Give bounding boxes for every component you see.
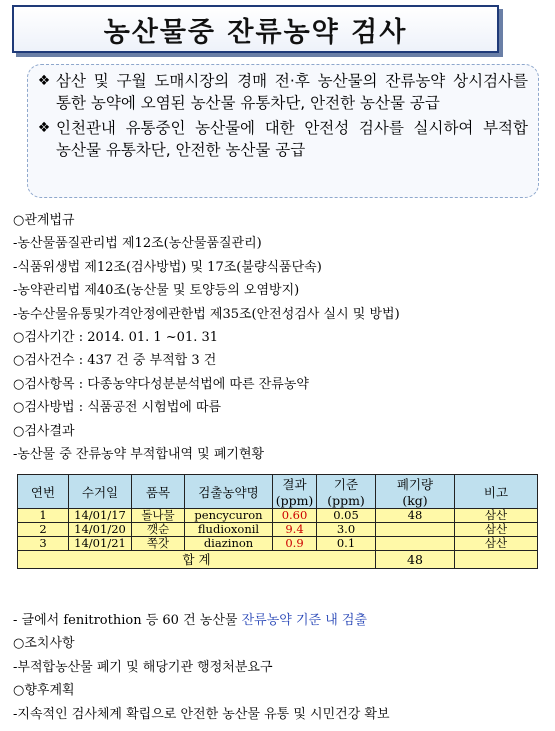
inspection-count: ○검사건수 : 437 건 중 부적합 3 건 (13, 353, 217, 369)
cell-disposal (376, 537, 455, 551)
table-total-row (18, 551, 538, 569)
page-title: 농산물중 잔류농약 검사 (12, 5, 499, 53)
inspection-method: ○검사방법 : 식품공전 시험법에 따름 (13, 400, 222, 416)
compliant-summary-highlight: 잔류농약 기준 내 검출 (241, 613, 368, 628)
law-item: -농수산물유통및가격안정에관한법 제35조(안전성검사 실시 및 방법) (13, 306, 400, 322)
col-result: 결과 (ppm) (273, 475, 317, 509)
cell-result: 0.60 (273, 509, 317, 523)
compliant-summary (13, 609, 543, 632)
col-item: 품목 (132, 475, 185, 509)
cell-result: 9.4 (273, 523, 317, 537)
table-header-row (18, 475, 538, 509)
compliant-summary-prefix: - 글에서 fenitrothion 등 60 건 농산물 (13, 613, 242, 628)
cell-item: 돌나물 (132, 509, 185, 523)
total-note (455, 551, 538, 569)
cell-standard: 0.1 (317, 537, 376, 551)
cell-no: 2 (18, 523, 69, 537)
cell-item: 깻순 (132, 523, 185, 537)
col-no: 연번 (18, 475, 69, 509)
section-heading-laws: ○관계법규 (13, 213, 75, 228)
cell-no: 1 (18, 509, 69, 523)
cell-note: 삼산 (455, 537, 538, 551)
cell-item: 쪽갓 (132, 537, 185, 551)
total-label: 합 계 (18, 551, 376, 569)
cell-note: 삼산 (455, 509, 538, 523)
col-disposal: 폐기량 (kg) (376, 475, 455, 509)
col-standard: 기준 (ppm) (317, 475, 376, 509)
cell-standard: 0.05 (317, 509, 376, 523)
cell-result: 0.9 (273, 537, 317, 551)
cell-note: 삼산 (455, 523, 538, 537)
summary-item (32, 70, 528, 114)
col-pesticide: 검출농약명 (185, 475, 273, 509)
table-row (18, 509, 538, 523)
cell-disposal (376, 523, 455, 537)
section-heading-actions: ○조치사항 (13, 636, 75, 652)
action-item: -부적합농산물 폐기 및 해당기관 행정처분요구 (13, 659, 273, 675)
cell-pesticide: diazinon (185, 537, 273, 551)
diamond-bullet-icon: ❖ (37, 73, 51, 89)
title-banner (12, 5, 499, 53)
summary-text: 삼산 및 구월 도매시장의 경매 전·후 농산물의 잔류농약 상시검사를 통한 농약에 오염된 농산물 유통차단, 안전한 농산물 공급 (56, 72, 528, 112)
inspection-period: ○검사기간 : 2014. 01. 1 ~01. 31 (13, 329, 219, 345)
law-item: -농산물품질관리법 제12조(농산물품질관리) (13, 236, 262, 252)
col-date: 수거일 (69, 475, 132, 509)
col-note: 비고 (455, 475, 538, 509)
cell-pesticide: fludioxonil (185, 523, 273, 537)
conclusion-section (13, 609, 543, 726)
cell-standard: 3.0 (317, 523, 376, 537)
law-item: -농약관리법 제40조(농산물 및 토양등의 오염방지) (13, 283, 300, 299)
table-row (18, 523, 538, 537)
summary-text: 인천관내 유통중인 농산물에 대한 안전성 검사를 실시하여 부적합 농산물 유통차단, 안전한 농산물 공급 (56, 119, 528, 159)
table-row (18, 537, 538, 551)
cell-pesticide: pencycuron (185, 509, 273, 523)
diamond-bullet-icon: ❖ (37, 120, 51, 136)
inspection-items: ○검사항목 : 다종농약다성분분석법에 따른 잔류농약 (13, 376, 309, 392)
cell-date: 14/01/17 (69, 509, 132, 523)
cell-no: 3 (18, 537, 69, 551)
details-section (13, 209, 543, 466)
cell-date: 14/01/21 (69, 537, 132, 551)
law-item: -식품위생법 제12조(검사방법) 및 17조(불량식품단속) (13, 259, 322, 275)
results-subheading: -농산물 중 잔류농약 부적합내역 및 폐기현황 (13, 446, 265, 462)
summary-box (27, 64, 539, 198)
cell-date: 14/01/20 (69, 523, 132, 537)
section-heading-results: ○검사결과 (13, 423, 75, 439)
section-heading-plan: ○향후계획 (13, 683, 75, 699)
cell-disposal: 48 (376, 509, 455, 523)
plan-item: -지속적인 검사체계 확립으로 안전한 농산물 유통 및 시민건강 확보 (13, 706, 390, 722)
results-table (17, 474, 538, 569)
total-disposal: 48 (376, 551, 455, 569)
summary-item (32, 117, 528, 161)
